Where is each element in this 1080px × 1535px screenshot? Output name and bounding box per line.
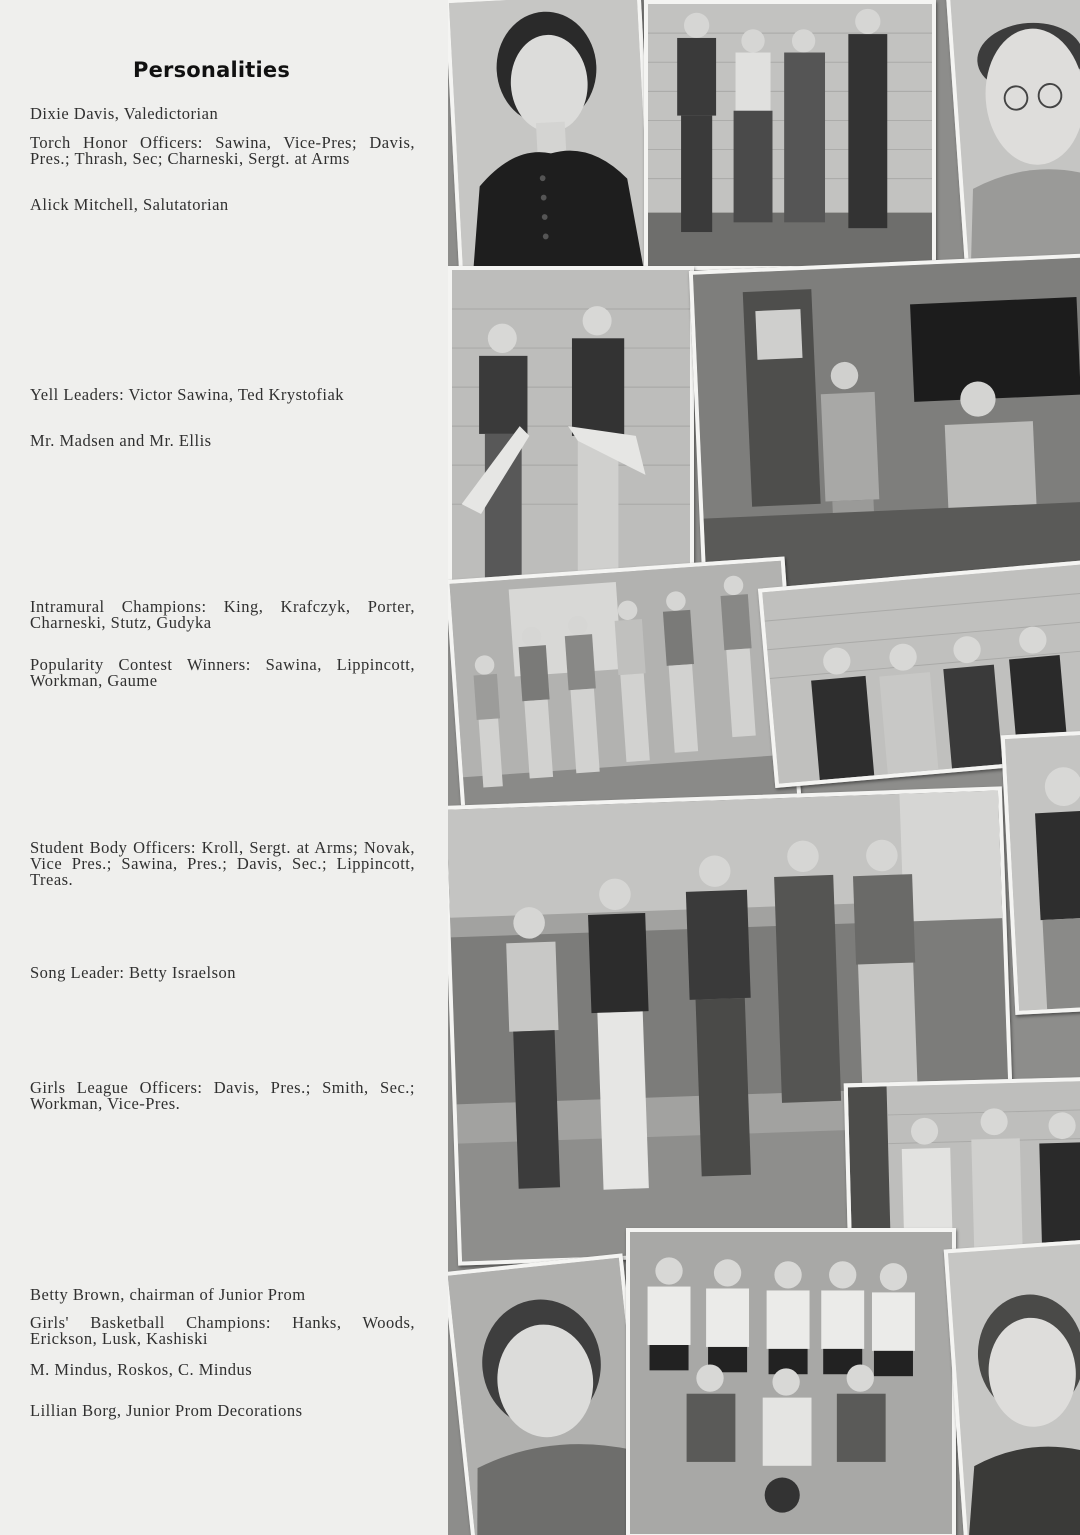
caption-junior-prom: Betty Brown, chairman of Junior Prom — [30, 1285, 306, 1304]
photo-junior-prom-chairman — [448, 1253, 653, 1535]
photo-salutatorian-portrait — [946, 0, 1080, 291]
photo-girls-basketball-champions — [626, 1228, 956, 1535]
caption-borg: Lillian Borg, Junior Prom Decorations — [30, 1401, 303, 1420]
caption-student-body: Student Body Officers: Kroll, Sergt. at Arms; Novak, Vice Pres.; Sawina, Pres.; Davis, Sec.; Lippincott, Treas. — [30, 838, 415, 889]
caption-madsen-ellis: Mr. Madsen and Mr. Ellis — [30, 431, 212, 450]
photo-collage — [448, 0, 1080, 1535]
caption-torch-honor: Torch Honor Officers: Sawina, Vice-Pres; Davis, Pres.; Thrash, Sec; Charneski, Sergt. at Arms — [30, 133, 415, 168]
caption-column — [0, 0, 452, 1535]
caption-salutatorian: Alick Mitchell, Salutatorian — [30, 195, 229, 214]
photo-prom-decorations-portrait — [944, 1239, 1080, 1535]
caption-song-leader: Song Leader: Betty Israelson — [30, 963, 236, 982]
photo-valedictorian-portrait — [448, 0, 655, 281]
caption-intramural: Intramural Champions: King, Krafczyk, Porter, Charneski, Stutz, Gudyka — [30, 597, 415, 632]
caption-girls-league: Girls League Officers: Davis, Pres.; Smith, Sec.; Workman, Vice-Pres. — [30, 1078, 415, 1113]
caption-yell-leaders: Yell Leaders: Victor Sawina, Ted Krystofiak — [30, 385, 345, 404]
caption-mindus: M. Mindus, Roskos, C. Mindus — [30, 1360, 253, 1379]
caption-girls-basketball: Girls' Basketball Champions: Hanks, Woods, Erickson, Lusk, Kashiski — [30, 1313, 415, 1348]
photo-yell-leaders — [448, 266, 694, 596]
page-title: Personalities — [133, 58, 291, 82]
caption-valedictorian: Dixie Davis, Valedictorian — [30, 104, 219, 123]
photo-madsen-ellis — [689, 253, 1080, 610]
caption-popularity: Popularity Contest Winners: Sawina, Lippincott, Workman, Gaume — [30, 655, 415, 690]
photo-song-leader — [1001, 729, 1080, 1015]
photo-torch-honor-officers — [644, 0, 936, 270]
